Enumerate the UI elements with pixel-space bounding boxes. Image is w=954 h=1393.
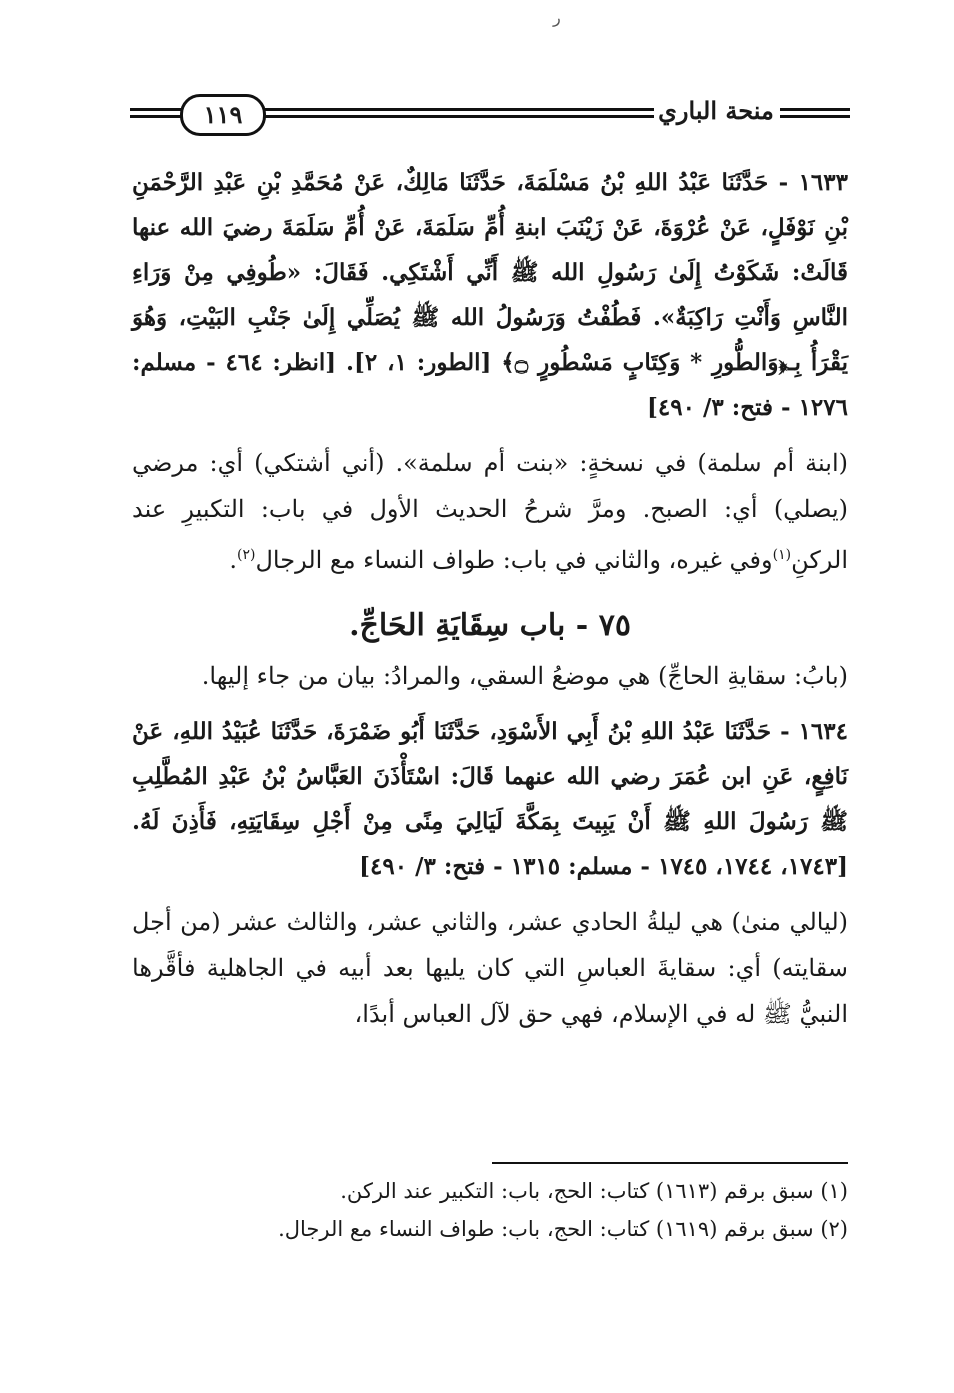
- header-rule-left: [130, 108, 182, 118]
- page-number: ١١٩: [180, 94, 266, 136]
- book-title: منحة الباري: [658, 96, 774, 125]
- top-mark: ر: [553, 8, 561, 27]
- footnote-separator: [492, 1162, 848, 1164]
- main-text: [132, 160, 848, 1047]
- footnote-2: (٢) سبق برقم (١٦١٩) كتاب: الحج، باب: طواف النساء مع الرجال.: [278, 1217, 848, 1241]
- hadith-1633: ١٦٣٣ - حَدَّثَنَا عَبْدُ اللهِ بْنُ مَسْلَمَةَ، حَدَّثَنَا مَالِكٌ، عَنْ مُحَمَّدِ بْنِ عَبْدِ الرَّحْمَنِ بْنِ نَوْفَلٍ، عَنْ عُرْوَةَ، عَنْ زَيْنَبَ ابنةِ أُمِّ سَلَمَةَ، عَنْ أُمِّ سَلَمَةَ رضيَ الله عنها قَالَتْ: شَكَوْتُ إِلَىٰ رَسُولِ الله ﷺ أَنِّي أَشْتَكِي. فَقَالَ: «طُوفِي مِنْ وَرَاءِ النَّاسِ وَأَنْتِ رَاكِبَةٌ». فَطُفْتُ وَرَسُولُ الله ﷺ يُصَلِّي إِلَىٰ جَنْبِ البَيْتِ، وَهُوَ يَقْرَأُ بِـ﴿وَالطُّورِ * وَكِتَابٍ مَسْطُورٍ ۝﴾ [الطور: ١، ٢]. [انظر: ٤٦٤ - مسلم: ١٢٧٦ - فتح: ٣/ ٤٩٠]: [132, 169, 848, 421]
- commentary-1-part-c: .: [229, 546, 238, 574]
- commentary-1-part-a: (ابنة أم سلمة) في نسخةٍ: «بنت أم سلمة». (أني أشتكي) أي: مرضي (يصلي) أي: الصبح. ومرَّ شرحُ الحديث الأول في باب: التكبيرِ عند الركنِ: [132, 449, 848, 574]
- header-rule-right: [780, 108, 850, 118]
- commentary-1: [132, 440, 848, 583]
- commentary-1-part-b: وفي غيره، والثاني في باب: طواف النساء مع الرجال: [255, 546, 773, 574]
- footnote-ref-1: (١): [772, 547, 792, 563]
- footnotes: [132, 1172, 848, 1248]
- footnote-ref-2: (٢): [237, 547, 256, 563]
- page-header: [130, 90, 850, 138]
- hadith-1634: ١٦٣٤ - حَدَّثَنَا عَبْدُ اللهِ بْنُ أَبِي الأَسْوَدِ، حَدَّثَنَا أَبُو ضَمْرَةَ، حَدَّثَنَا عُبَيْدُ اللهِ، عَنْ نَافِعٍ، عَنِ ابن عُمَرَ رضي الله عنهما قَالَ: اسْتَأْذَنَ العَبَّاسُ بْنُ عَبْدِ المُطَّلِبِ ﷺ رَسُولَ اللهِ ﷺ أَنْ يَبِيتَ بِمَكَّةَ لَيَالِيَ مِنًى مِنْ أَجْلِ سِقَايَتِهِ، فَأَذِنَ لَهُ. [١٧٤٣، ١٧٤٤، ١٧٤٥ - مسلم: ١٣١٥ - فتح: ٣/ ٤٩٠]: [132, 718, 848, 880]
- commentary-2: (ليالي منىٰ) هي ليلةُ الحادي عشر، والثاني عشر، والثالث عشر (من أجل سقايته) أي: سقايةَ العباسِ التي كان يليها بعد أبيه في الجاهلية فأقَّرها النبيُّ ﷺ له في الإسلام، فهي حق لآل العباس أبدًا،: [132, 908, 848, 1028]
- chapter-title: ٧٥ - باب سِقَايَةِ الحَاجِّ.: [349, 608, 631, 643]
- header-rule-middle: [258, 108, 654, 118]
- chapter-commentary: (بابُ: سقايةِ الحاجِّ) هي موضعُ السقي، والمرادُ: بيان من جاء إليها.: [201, 662, 848, 690]
- footnote-1: (١) سبق برقم (١٦١٣) كتاب: الحج، باب: التكبير عند الركن.: [340, 1179, 848, 1203]
